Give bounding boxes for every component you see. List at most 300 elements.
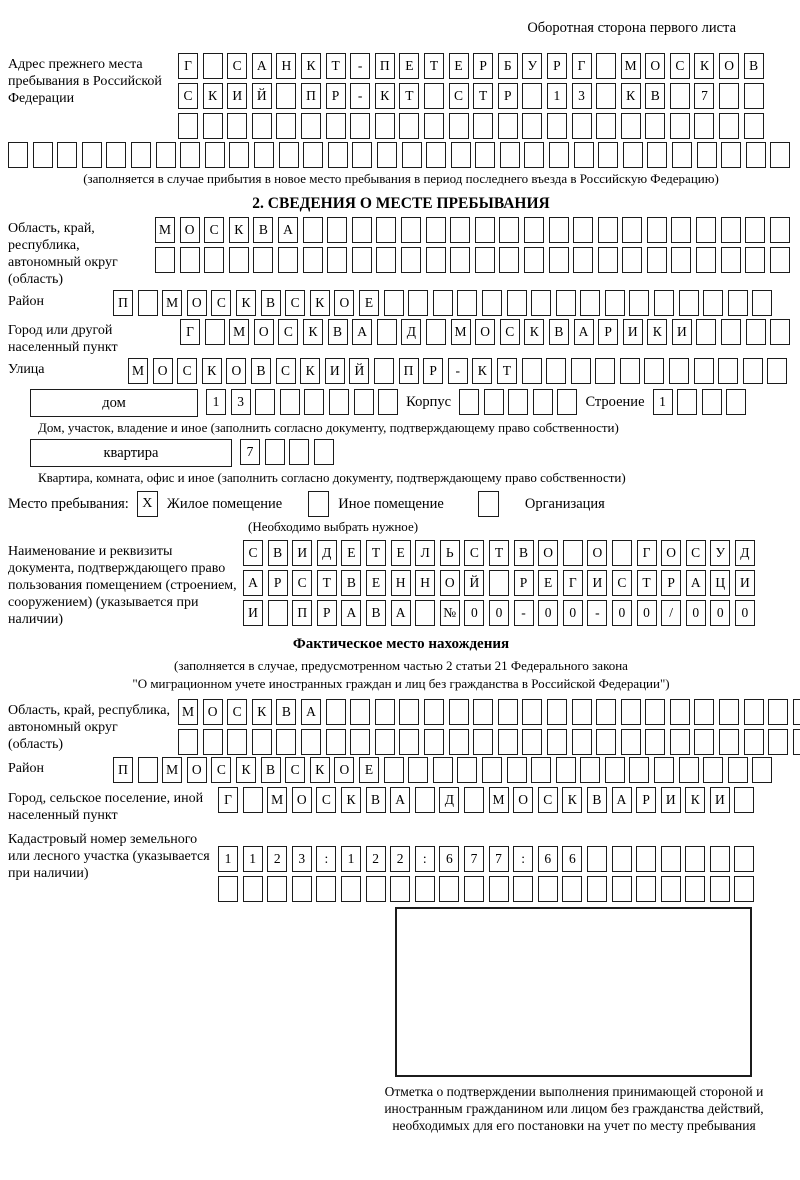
char-cell[interactable]: 3 xyxy=(292,846,312,872)
char-cell[interactable] xyxy=(767,358,787,384)
char-cell[interactable] xyxy=(598,247,618,273)
char-cell[interactable] xyxy=(227,113,247,139)
char-cell[interactable]: 3 xyxy=(231,389,251,415)
char-cell[interactable] xyxy=(623,142,643,168)
char-cell[interactable] xyxy=(671,217,691,243)
char-cell[interactable] xyxy=(424,83,444,109)
char-cell[interactable] xyxy=(301,113,321,139)
char-cell[interactable] xyxy=(366,876,386,902)
char-cell[interactable] xyxy=(376,217,396,243)
char-cell[interactable]: К xyxy=(647,319,667,345)
char-cell[interactable]: - xyxy=(350,53,370,79)
char-cell[interactable] xyxy=(721,142,741,168)
char-cell[interactable] xyxy=(426,217,446,243)
char-cell[interactable]: С xyxy=(285,290,305,316)
char-cell[interactable]: И xyxy=(325,358,345,384)
char-cell[interactable] xyxy=(752,290,772,316)
char-cell[interactable]: К xyxy=(310,290,330,316)
char-cell[interactable] xyxy=(457,290,477,316)
char-cell[interactable]: И xyxy=(710,787,730,813)
checkbox-inoe[interactable] xyxy=(308,491,329,517)
char-cell[interactable]: К xyxy=(202,358,222,384)
char-cell[interactable]: : xyxy=(316,846,336,872)
char-cell[interactable]: В xyxy=(328,319,348,345)
char-cell[interactable] xyxy=(350,729,370,755)
char-cell[interactable] xyxy=(734,846,754,872)
char-cell[interactable] xyxy=(278,247,298,273)
char-cell[interactable]: О xyxy=(187,290,207,316)
char-cell[interactable] xyxy=(489,876,509,902)
char-cell[interactable]: С xyxy=(686,540,706,566)
char-cell[interactable]: Ь xyxy=(440,540,460,566)
dom-box[interactable]: дом xyxy=(30,389,198,417)
char-cell[interactable]: А xyxy=(391,600,411,626)
char-cell[interactable] xyxy=(426,319,446,345)
char-cell[interactable]: С xyxy=(243,540,263,566)
char-cell[interactable]: Р xyxy=(547,53,567,79)
char-cell[interactable] xyxy=(498,729,518,755)
char-cell[interactable]: А xyxy=(252,53,272,79)
char-cell[interactable] xyxy=(227,729,247,755)
char-cell[interactable]: С xyxy=(538,787,558,813)
char-cell[interactable]: С xyxy=(449,83,469,109)
char-cell[interactable] xyxy=(475,217,495,243)
char-cell[interactable] xyxy=(710,846,730,872)
char-cell[interactable] xyxy=(252,113,272,139)
char-cell[interactable]: У xyxy=(710,540,730,566)
char-cell[interactable] xyxy=(661,876,681,902)
char-cell[interactable]: Р xyxy=(498,83,518,109)
char-cell[interactable]: С xyxy=(177,358,197,384)
char-cell[interactable]: М xyxy=(162,290,182,316)
char-cell[interactable]: 7 xyxy=(464,846,484,872)
char-cell[interactable] xyxy=(629,290,649,316)
char-cell[interactable]: Е xyxy=(538,570,558,596)
char-cell[interactable] xyxy=(475,142,495,168)
char-cell[interactable]: М xyxy=(229,319,249,345)
char-cell[interactable]: О xyxy=(180,217,200,243)
char-cell[interactable] xyxy=(728,290,748,316)
char-cell[interactable] xyxy=(522,729,542,755)
char-cell[interactable]: 6 xyxy=(562,846,582,872)
char-cell[interactable]: М xyxy=(162,757,182,783)
char-cell[interactable]: К xyxy=(524,319,544,345)
char-cell[interactable] xyxy=(276,729,296,755)
char-cell[interactable]: Д xyxy=(317,540,337,566)
char-cell[interactable] xyxy=(719,113,739,139)
char-cell[interactable] xyxy=(768,729,788,755)
char-cell[interactable]: Ц xyxy=(710,570,730,596)
char-cell[interactable] xyxy=(433,290,453,316)
char-cell[interactable] xyxy=(327,247,347,273)
char-cell[interactable] xyxy=(450,247,470,273)
char-cell[interactable]: О xyxy=(538,540,558,566)
char-cell[interactable]: В xyxy=(268,540,288,566)
char-cell[interactable] xyxy=(679,290,699,316)
char-cell[interactable] xyxy=(280,389,300,415)
char-cell[interactable] xyxy=(8,142,28,168)
char-cell[interactable] xyxy=(744,83,764,109)
char-cell[interactable]: К xyxy=(375,83,395,109)
char-cell[interactable]: С xyxy=(227,699,247,725)
char-cell[interactable] xyxy=(562,876,582,902)
char-cell[interactable] xyxy=(533,389,553,415)
char-cell[interactable]: О xyxy=(203,699,223,725)
char-cell[interactable] xyxy=(556,757,576,783)
char-cell[interactable] xyxy=(556,290,576,316)
char-cell[interactable]: К xyxy=(303,319,323,345)
checkbox-zhiloe[interactable]: X xyxy=(137,491,158,517)
char-cell[interactable]: О xyxy=(440,570,460,596)
char-cell[interactable]: Т xyxy=(326,53,346,79)
char-cell[interactable]: Д xyxy=(401,319,421,345)
char-cell[interactable]: В xyxy=(645,83,665,109)
char-cell[interactable] xyxy=(203,729,223,755)
char-cell[interactable]: 1 xyxy=(547,83,567,109)
char-cell[interactable] xyxy=(694,729,714,755)
char-cell[interactable] xyxy=(350,699,370,725)
char-cell[interactable] xyxy=(522,113,542,139)
char-cell[interactable]: П xyxy=(399,358,419,384)
char-cell[interactable] xyxy=(694,699,714,725)
char-cell[interactable]: В xyxy=(276,699,296,725)
char-cell[interactable]: 0 xyxy=(612,600,632,626)
char-cell[interactable] xyxy=(377,142,397,168)
char-cell[interactable]: О xyxy=(254,319,274,345)
char-cell[interactable] xyxy=(696,217,716,243)
checkbox-organizatsiya[interactable] xyxy=(478,491,499,517)
char-cell[interactable] xyxy=(326,729,346,755)
char-cell[interactable] xyxy=(703,290,723,316)
char-cell[interactable]: М xyxy=(128,358,148,384)
char-cell[interactable]: Д xyxy=(439,787,459,813)
char-cell[interactable]: П xyxy=(301,83,321,109)
char-cell[interactable] xyxy=(301,729,321,755)
char-cell[interactable]: 1 xyxy=(206,389,226,415)
char-cell[interactable]: Р xyxy=(636,787,656,813)
char-cell[interactable] xyxy=(621,729,641,755)
char-cell[interactable] xyxy=(719,729,739,755)
char-cell[interactable] xyxy=(482,290,502,316)
char-cell[interactable] xyxy=(376,247,396,273)
char-cell[interactable] xyxy=(770,217,790,243)
char-cell[interactable] xyxy=(647,247,667,273)
char-cell[interactable] xyxy=(203,53,223,79)
char-cell[interactable]: Р xyxy=(661,570,681,596)
char-cell[interactable]: К xyxy=(301,53,321,79)
char-cell[interactable]: Т xyxy=(424,53,444,79)
char-cell[interactable]: Т xyxy=(497,358,517,384)
char-cell[interactable]: Д xyxy=(735,540,755,566)
char-cell[interactable]: Е xyxy=(359,290,379,316)
char-cell[interactable] xyxy=(138,290,158,316)
char-cell[interactable] xyxy=(670,699,690,725)
char-cell[interactable] xyxy=(645,729,665,755)
char-cell[interactable] xyxy=(303,217,323,243)
char-cell[interactable]: / xyxy=(661,600,681,626)
char-cell[interactable]: В xyxy=(251,358,271,384)
char-cell[interactable] xyxy=(672,142,692,168)
char-cell[interactable] xyxy=(612,540,632,566)
kvartira-box[interactable]: квартира xyxy=(30,439,232,467)
char-cell[interactable] xyxy=(205,319,225,345)
char-cell[interactable] xyxy=(390,876,410,902)
char-cell[interactable] xyxy=(524,217,544,243)
char-cell[interactable] xyxy=(424,729,444,755)
char-cell[interactable] xyxy=(546,358,566,384)
char-cell[interactable] xyxy=(744,699,764,725)
char-cell[interactable] xyxy=(254,142,274,168)
char-cell[interactable] xyxy=(596,53,616,79)
char-cell[interactable]: Т xyxy=(399,83,419,109)
char-cell[interactable]: О xyxy=(187,757,207,783)
char-cell[interactable] xyxy=(605,290,625,316)
char-cell[interactable] xyxy=(489,570,509,596)
char-cell[interactable]: О xyxy=(645,53,665,79)
char-cell[interactable] xyxy=(670,83,690,109)
char-cell[interactable] xyxy=(402,142,422,168)
char-cell[interactable] xyxy=(679,757,699,783)
char-cell[interactable]: Т xyxy=(473,83,493,109)
char-cell[interactable] xyxy=(580,757,600,783)
char-cell[interactable]: Б xyxy=(498,53,518,79)
char-cell[interactable] xyxy=(106,142,126,168)
char-cell[interactable] xyxy=(647,142,667,168)
char-cell[interactable] xyxy=(451,142,471,168)
char-cell[interactable] xyxy=(352,217,372,243)
char-cell[interactable]: Й xyxy=(464,570,484,596)
char-cell[interactable] xyxy=(415,600,435,626)
char-cell[interactable] xyxy=(580,290,600,316)
char-cell[interactable] xyxy=(598,142,618,168)
char-cell[interactable]: Н xyxy=(391,570,411,596)
char-cell[interactable]: К xyxy=(310,757,330,783)
char-cell[interactable]: В xyxy=(261,290,281,316)
char-cell[interactable] xyxy=(563,540,583,566)
char-cell[interactable] xyxy=(499,247,519,273)
char-cell[interactable]: 1 xyxy=(341,846,361,872)
char-cell[interactable]: М xyxy=(621,53,641,79)
char-cell[interactable]: - xyxy=(350,83,370,109)
char-cell[interactable]: К xyxy=(472,358,492,384)
char-cell[interactable] xyxy=(508,389,528,415)
char-cell[interactable] xyxy=(744,113,764,139)
char-cell[interactable] xyxy=(276,113,296,139)
char-cell[interactable]: И xyxy=(227,83,247,109)
char-cell[interactable]: К xyxy=(341,787,361,813)
char-cell[interactable] xyxy=(598,217,618,243)
char-cell[interactable] xyxy=(303,142,323,168)
char-cell[interactable] xyxy=(243,787,263,813)
char-cell[interactable]: С xyxy=(285,757,305,783)
char-cell[interactable]: 0 xyxy=(464,600,484,626)
char-cell[interactable]: В xyxy=(366,600,386,626)
char-cell[interactable]: - xyxy=(514,600,534,626)
char-cell[interactable]: 0 xyxy=(735,600,755,626)
char-cell[interactable]: Н xyxy=(415,570,435,596)
char-cell[interactable]: О xyxy=(513,787,533,813)
char-cell[interactable] xyxy=(473,699,493,725)
char-cell[interactable]: К xyxy=(236,290,256,316)
char-cell[interactable]: 1 xyxy=(653,389,673,415)
char-cell[interactable] xyxy=(645,699,665,725)
char-cell[interactable]: Й xyxy=(349,358,369,384)
char-cell[interactable] xyxy=(621,113,641,139)
char-cell[interactable] xyxy=(155,247,175,273)
char-cell[interactable] xyxy=(439,876,459,902)
char-cell[interactable] xyxy=(744,729,764,755)
char-cell[interactable]: С xyxy=(227,53,247,79)
char-cell[interactable] xyxy=(375,729,395,755)
char-cell[interactable] xyxy=(204,247,224,273)
char-cell[interactable] xyxy=(734,787,754,813)
char-cell[interactable] xyxy=(498,113,518,139)
char-cell[interactable] xyxy=(572,113,592,139)
char-cell[interactable]: М xyxy=(489,787,509,813)
char-cell[interactable]: М xyxy=(178,699,198,725)
char-cell[interactable] xyxy=(647,217,667,243)
char-cell[interactable]: А xyxy=(341,600,361,626)
char-cell[interactable]: О xyxy=(587,540,607,566)
char-cell[interactable]: П xyxy=(292,600,312,626)
char-cell[interactable]: О xyxy=(334,757,354,783)
char-cell[interactable] xyxy=(408,757,428,783)
char-cell[interactable] xyxy=(770,247,790,273)
char-cell[interactable]: И xyxy=(587,570,607,596)
char-cell[interactable]: А xyxy=(278,217,298,243)
char-cell[interactable] xyxy=(475,247,495,273)
char-cell[interactable]: В xyxy=(341,570,361,596)
char-cell[interactable] xyxy=(721,319,741,345)
char-cell[interactable] xyxy=(710,876,730,902)
char-cell[interactable]: О xyxy=(475,319,495,345)
char-cell[interactable] xyxy=(770,319,790,345)
char-cell[interactable] xyxy=(500,142,520,168)
char-cell[interactable] xyxy=(596,113,616,139)
char-cell[interactable]: И xyxy=(623,319,643,345)
char-cell[interactable]: С xyxy=(292,570,312,596)
char-cell[interactable] xyxy=(596,83,616,109)
char-cell[interactable]: 0 xyxy=(637,600,657,626)
char-cell[interactable]: 0 xyxy=(686,600,706,626)
char-cell[interactable] xyxy=(636,846,656,872)
char-cell[interactable]: С xyxy=(500,319,520,345)
char-cell[interactable]: Р xyxy=(598,319,618,345)
char-cell[interactable] xyxy=(793,729,800,755)
char-cell[interactable] xyxy=(459,389,479,415)
char-cell[interactable] xyxy=(82,142,102,168)
char-cell[interactable]: Н xyxy=(276,53,296,79)
char-cell[interactable]: Р xyxy=(473,53,493,79)
char-cell[interactable] xyxy=(205,142,225,168)
char-cell[interactable] xyxy=(473,729,493,755)
char-cell[interactable] xyxy=(654,290,674,316)
char-cell[interactable] xyxy=(612,876,632,902)
char-cell[interactable]: № xyxy=(440,600,460,626)
char-cell[interactable]: Е xyxy=(391,540,411,566)
char-cell[interactable]: С xyxy=(211,757,231,783)
char-cell[interactable] xyxy=(728,757,748,783)
char-cell[interactable] xyxy=(384,757,404,783)
char-cell[interactable]: В xyxy=(549,319,569,345)
char-cell[interactable] xyxy=(622,247,642,273)
char-cell[interactable]: П xyxy=(375,53,395,79)
char-cell[interactable]: Г xyxy=(572,53,592,79)
char-cell[interactable]: Г xyxy=(563,570,583,596)
char-cell[interactable]: - xyxy=(587,600,607,626)
char-cell[interactable] xyxy=(253,247,273,273)
char-cell[interactable] xyxy=(304,389,324,415)
char-cell[interactable] xyxy=(464,876,484,902)
char-cell[interactable]: Е xyxy=(449,53,469,79)
char-cell[interactable]: Р xyxy=(423,358,443,384)
char-cell[interactable] xyxy=(384,290,404,316)
char-cell[interactable]: С xyxy=(316,787,336,813)
char-cell[interactable] xyxy=(399,729,419,755)
char-cell[interactable] xyxy=(622,217,642,243)
char-cell[interactable]: К xyxy=(694,53,714,79)
char-cell[interactable]: С xyxy=(278,319,298,345)
char-cell[interactable]: Е xyxy=(341,540,361,566)
char-cell[interactable]: Е xyxy=(399,53,419,79)
char-cell[interactable]: 6 xyxy=(538,846,558,872)
char-cell[interactable] xyxy=(793,699,800,725)
char-cell[interactable] xyxy=(328,142,348,168)
char-cell[interactable] xyxy=(719,83,739,109)
char-cell[interactable]: М xyxy=(267,787,287,813)
char-cell[interactable] xyxy=(464,787,484,813)
char-cell[interactable]: В xyxy=(514,540,534,566)
char-cell[interactable] xyxy=(375,113,395,139)
char-cell[interactable] xyxy=(374,358,394,384)
char-cell[interactable] xyxy=(719,699,739,725)
char-cell[interactable]: С xyxy=(612,570,632,596)
char-cell[interactable] xyxy=(636,876,656,902)
char-cell[interactable]: К xyxy=(236,757,256,783)
char-cell[interactable]: С xyxy=(211,290,231,316)
char-cell[interactable] xyxy=(531,757,551,783)
char-cell[interactable]: В xyxy=(366,787,386,813)
char-cell[interactable] xyxy=(685,876,705,902)
char-cell[interactable] xyxy=(265,439,285,465)
char-cell[interactable] xyxy=(513,876,533,902)
char-cell[interactable]: Г xyxy=(637,540,657,566)
char-cell[interactable] xyxy=(547,729,567,755)
char-cell[interactable] xyxy=(433,757,453,783)
char-cell[interactable]: О xyxy=(719,53,739,79)
char-cell[interactable]: О xyxy=(292,787,312,813)
char-cell[interactable]: А xyxy=(390,787,410,813)
char-cell[interactable]: Р xyxy=(514,570,534,596)
char-cell[interactable]: Т xyxy=(637,570,657,596)
char-cell[interactable] xyxy=(645,113,665,139)
char-cell[interactable]: Р xyxy=(317,600,337,626)
char-cell[interactable]: О xyxy=(153,358,173,384)
char-cell[interactable] xyxy=(401,247,421,273)
char-cell[interactable]: И xyxy=(672,319,692,345)
char-cell[interactable] xyxy=(303,247,323,273)
char-cell[interactable] xyxy=(531,290,551,316)
char-cell[interactable]: Г xyxy=(178,53,198,79)
char-cell[interactable]: - xyxy=(448,358,468,384)
char-cell[interactable]: А xyxy=(352,319,372,345)
char-cell[interactable] xyxy=(605,757,625,783)
char-cell[interactable] xyxy=(498,699,518,725)
char-cell[interactable] xyxy=(292,876,312,902)
char-cell[interactable]: : xyxy=(513,846,533,872)
char-cell[interactable] xyxy=(378,389,398,415)
char-cell[interactable]: Е xyxy=(359,757,379,783)
